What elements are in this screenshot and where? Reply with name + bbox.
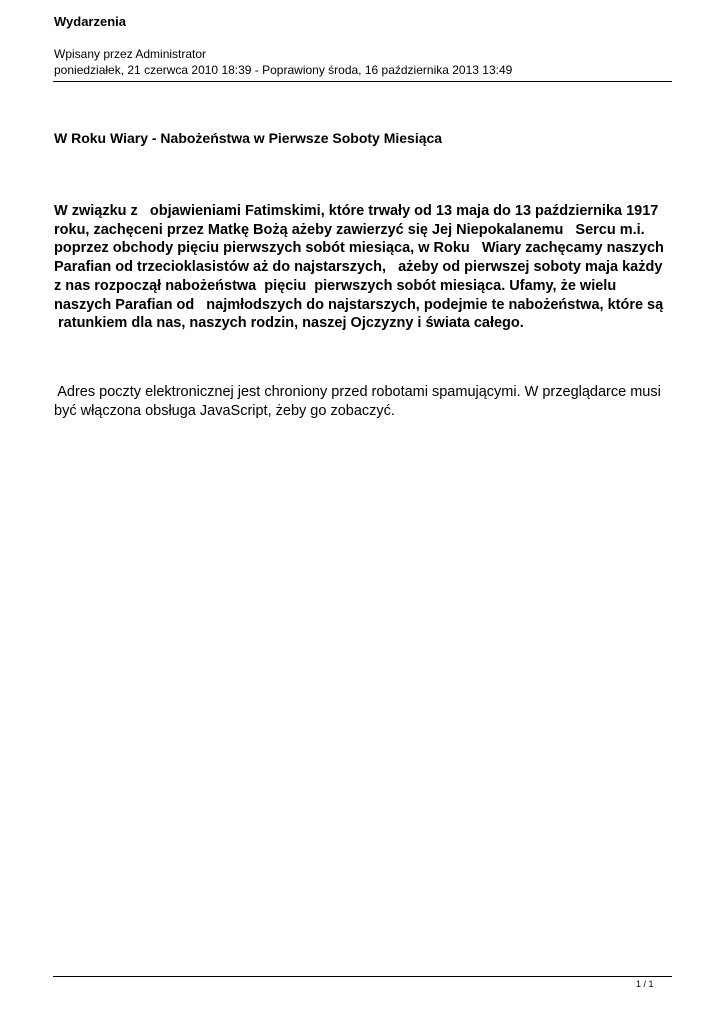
body-line: z nas rozpoczął nabożeństwa pięciu pierwszych sobót miesiąca. Ufamy, że wielu xyxy=(54,277,617,294)
body-line: poprzez obchody pięciu pierwszych sobót miesiąca, w Roku Wiary zachęcamy naszych xyxy=(54,240,664,257)
footer-divider xyxy=(53,976,672,977)
body-line: W związku z objawieniami Fatimskimi, które trwały od 13 maja do 13 października 1917 xyxy=(54,203,659,219)
article-meta xyxy=(54,46,674,78)
body-line: roku, zachęceni przez Matkę Bożą ażeby zawierzyć się Jej Niepokalanemu Sercu m.i. xyxy=(54,221,645,238)
article-title: W Roku Wiary - Nabożeństwa w Pierwsze Soboty Miesiąca xyxy=(54,130,443,146)
email-protection-notice xyxy=(54,383,684,421)
body-line: naszych Parafian od najmłodszych do najstarszych, podejmie te nabożeństwa, które są xyxy=(54,296,664,313)
body-line: Parafian od trzecioklasistów aż do najstarszych, ażeby od pierwszej soboty maja każdy xyxy=(54,259,663,276)
notice-line: Adres poczty elektronicznej jest chroniony przed robotami spamującymi. W przeglądarce musi xyxy=(54,384,661,400)
section-title: Wydarzenia xyxy=(54,14,127,29)
notice-line: być włączona obsługa JavaScript, żeby go zobaczyć. xyxy=(54,403,395,419)
page-number: 1 / 1 xyxy=(636,979,654,989)
author-line: Wpisany przez Administrator xyxy=(54,47,207,61)
date-line: poniedziałek, 21 czerwca 2010 18:39 - Poprawiony środa, 16 października 2013 13:49 xyxy=(54,63,513,77)
body-line: ratunkiem dla nas, naszych rodzin, naszej Ojczyzny i świata całego. xyxy=(54,315,524,332)
header-divider xyxy=(53,81,672,82)
article-body xyxy=(54,202,679,333)
